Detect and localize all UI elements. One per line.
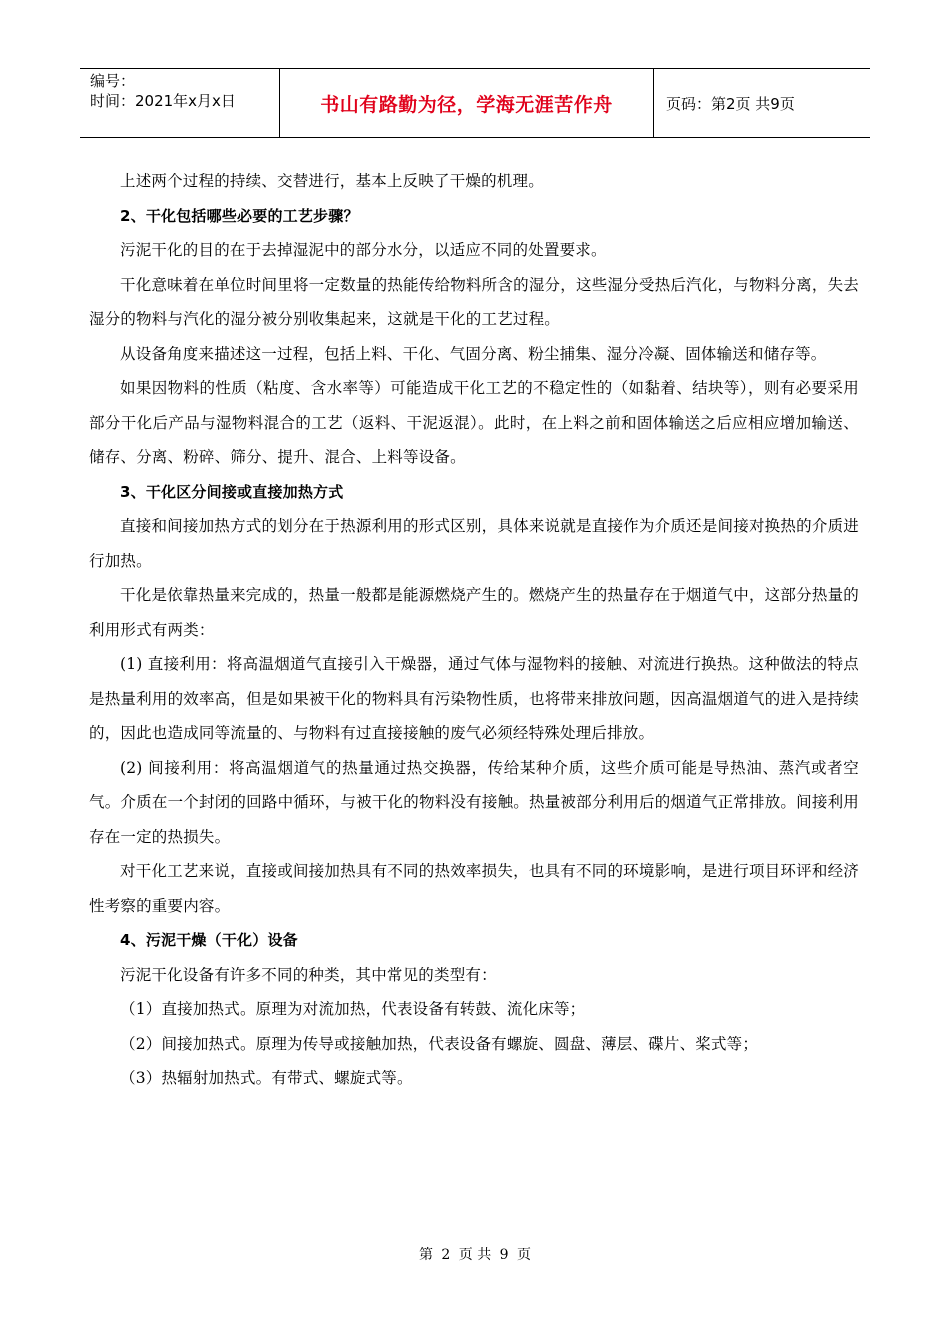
section-heading: 2、干化包括哪些必要的工艺步骤？ [120,206,359,225]
page-footer [0,1244,950,1264]
header-motto: 书山有路勤为径，学海无涯苦作舟 [320,93,613,116]
paragraph: (1) 直接利用：将高温烟道气直接引入干燥器，通过气体与湿物料的接触、对流进行换热。这种做法的特点是热量利用的效率高，但是如果被干化的物料具有污染物性质，也将带来排放问题，因高温烟道气的进入是持续的，因此也造成同等流量的、与物料有过直接接触的废气必须经特殊处理后排放。 [89,655,859,742]
paragraph: 上述两个过程的持续、交替进行，基本上反映了干燥的机理。 [120,172,544,190]
footer-mid: 页 共 [458,1247,492,1263]
footer-prefix: 第 [418,1247,433,1263]
paragraph: 如果因物料的性质（粘度、含水率等）可能造成干化工艺的不稳定性的（如黏着、结块等），则有必要采用部分干化后产品与湿物料混合的工艺（返料、干泥返混）。此时，在上料之前和固体输送之后应相应增加输送、储存、分离、粉碎、筛分、提升、混合、上料等设备。 [89,379,859,466]
header-page-code-cell [654,69,870,137]
section-heading: 3、干化区分间接或直接加热方式 [120,482,344,501]
footer-suffix: 页 [517,1247,532,1263]
paragraph: 干化意味着在单位时间里将一定数量的热能传给物料所含的湿分，这些湿分受热后汽化，与物料分离，失去湿分的物料与汽化的湿分被分别收集起来，这就是干化的工艺过程。 [89,275,859,328]
footer-page-number: 2 [441,1247,451,1263]
document-date: 时间：2021年x月x日 [90,92,236,110]
page-header [80,68,870,138]
header-page-code: 页码：第2页 共9页 [666,94,795,113]
paragraph: 直接和间接加热方式的划分在于热源利用的形式区别，具体来说就是直接作为介质还是间接对换热的介质进行加热。 [89,517,859,570]
header-meta [80,69,280,137]
document-body [89,164,859,1096]
section-heading: 4、污泥干燥（干化）设备 [120,931,298,949]
header-motto-cell [280,69,654,137]
paragraph: 干化是依靠热量来完成的，热量一般都是能源燃烧产生的。燃烧产生的热量存在于烟道气中，这部分热量的利用形式有两类： [89,586,859,639]
list-item: （1）直接加热式。原理为对流加热，代表设备有转鼓、流化床等； [120,1000,586,1018]
list-item: （3）热辐射加热式。有带式、螺旋式等。 [120,1069,413,1087]
footer-total-pages: 9 [499,1247,509,1263]
paragraph: 污泥干化设备有许多不同的种类，其中常见的类型有： [120,965,497,984]
paragraph: (2) 间接利用：将高温烟道气的热量通过热交换器，传给某种介质，这些介质可能是导热油、蒸汽或者空气。介质在一个封闭的回路中循环，与被干化的物料没有接触。热量被部分利用后的烟道气正常排放。间接利用存在一定的热损失。 [89,758,859,846]
document-number: 编号： [90,72,136,90]
paragraph: 从设备角度来描述这一过程，包括上料、干化、气固分离、粉尘捕集、湿分冷凝、固体输送和储存等。 [120,344,827,363]
paragraph: 污泥干化的目的在于去掉湿泥中的部分水分，以适应不同的处置要求。 [120,241,607,259]
paragraph: 对干化工艺来说，直接或间接加热具有不同的热效率损失，也具有不同的环境影响，是进行项目环评和经济性考察的重要内容。 [89,862,859,915]
list-item: （2）间接加热式。原理为传导或接触加热，代表设备有螺旋、圆盘、薄层、碟片、桨式等； [120,1034,759,1053]
